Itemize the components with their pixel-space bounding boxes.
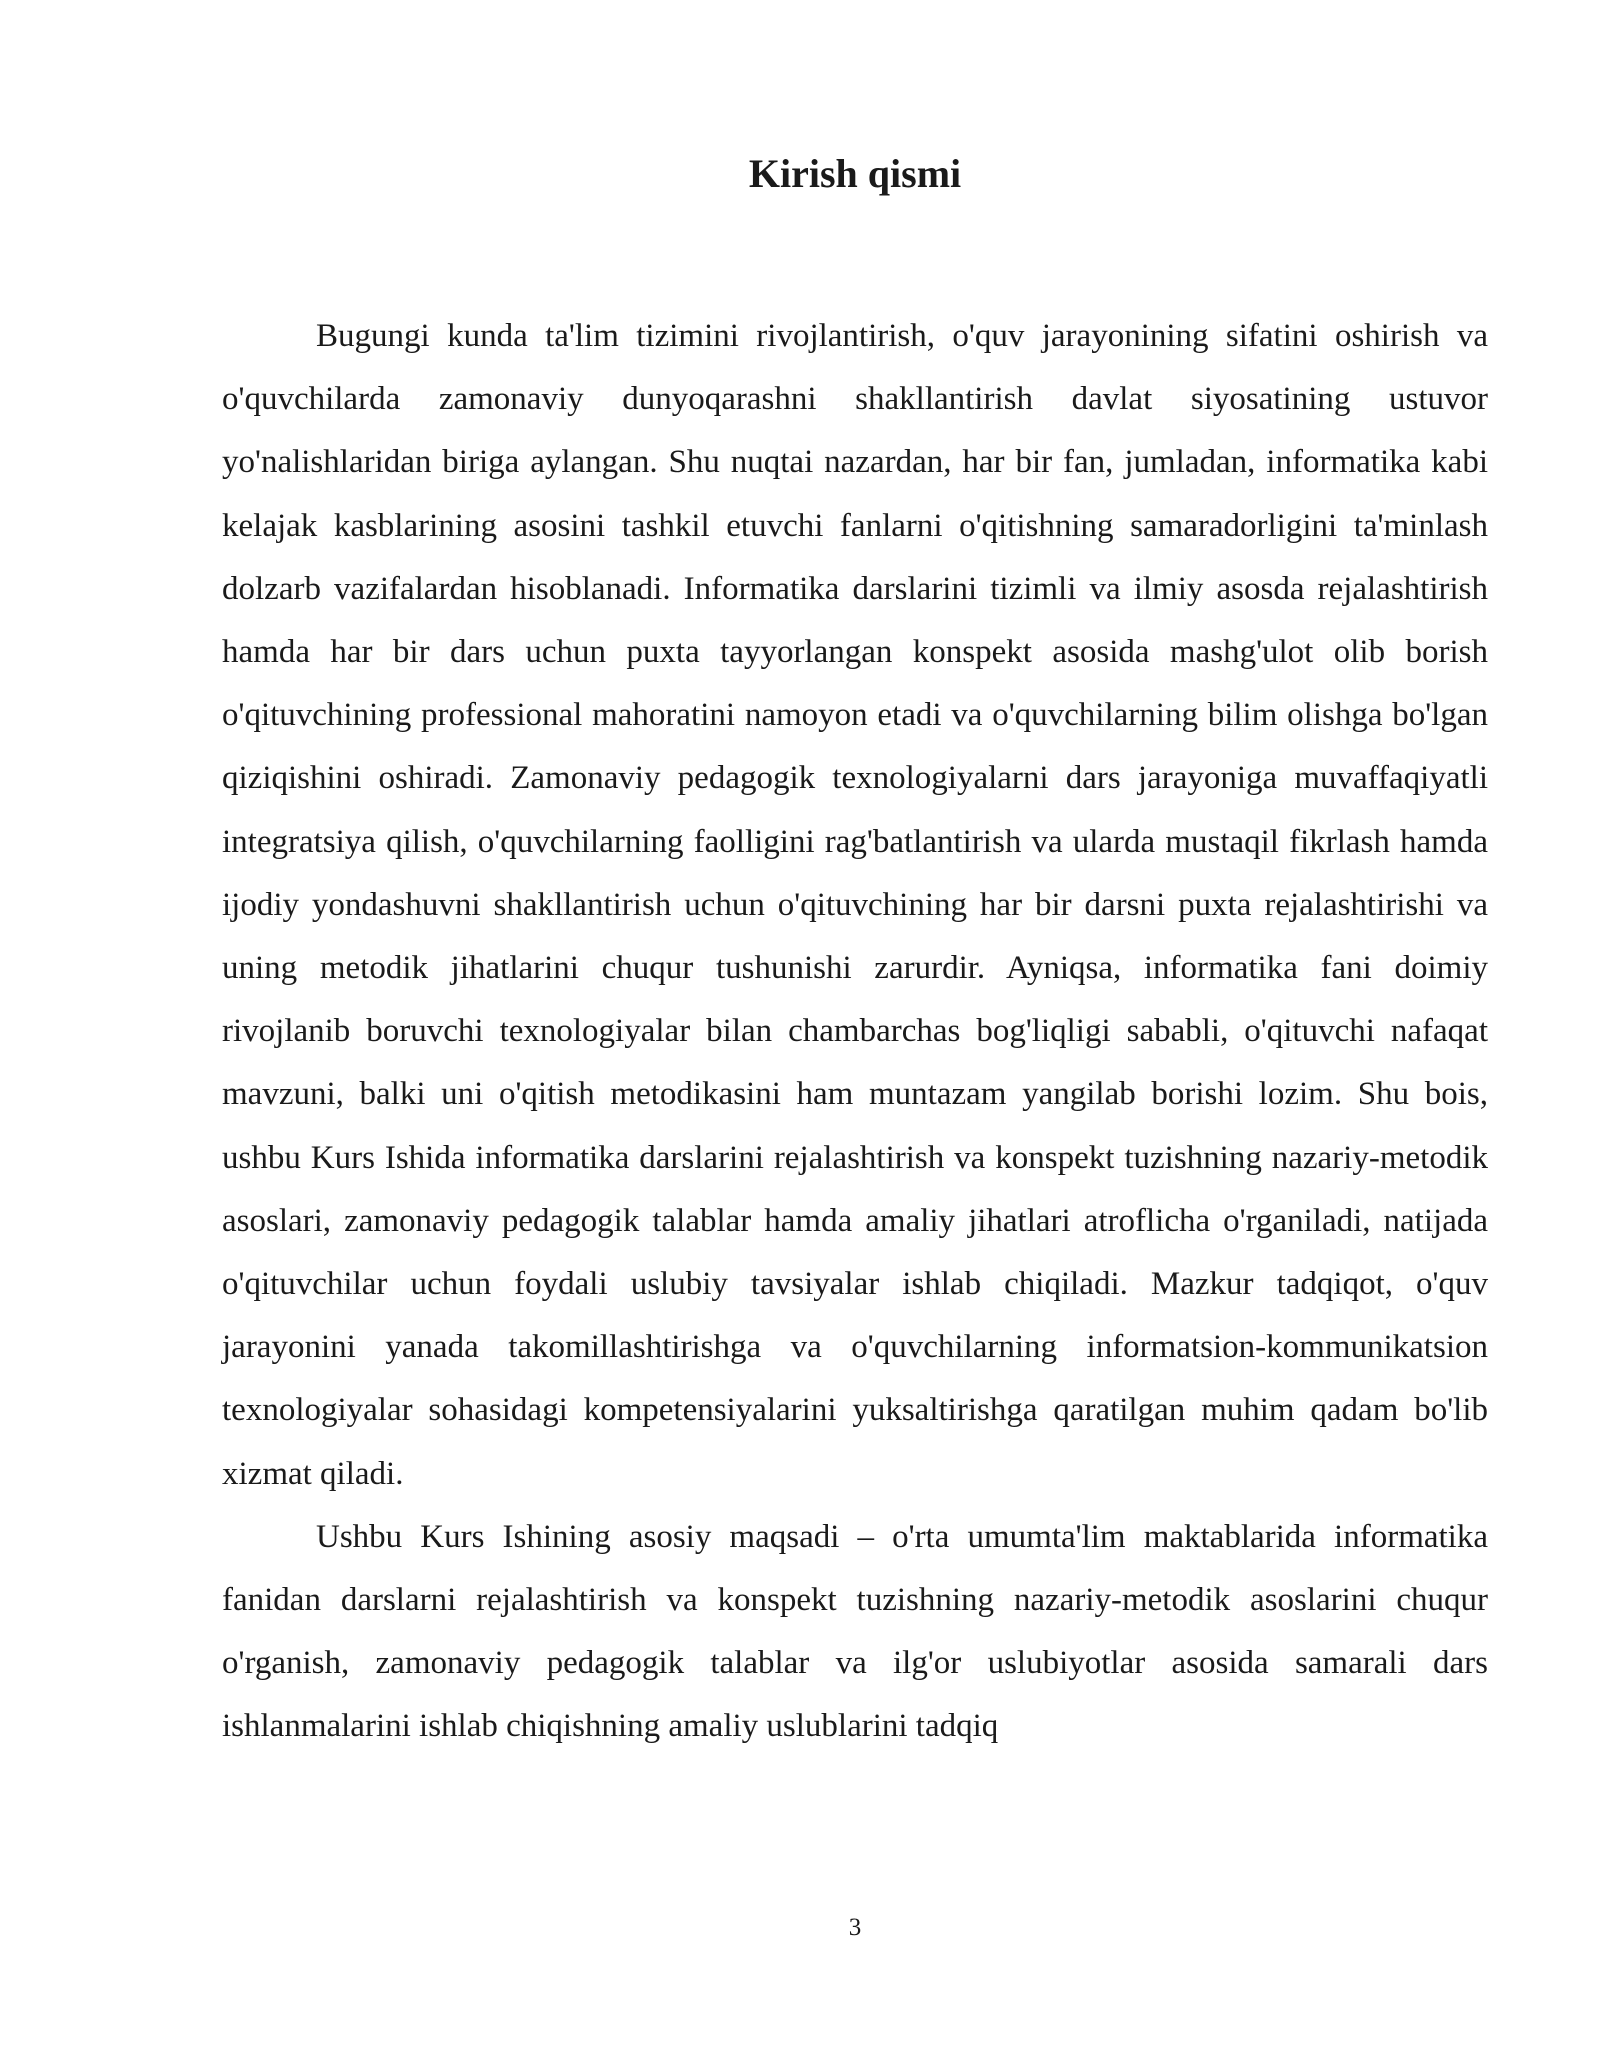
paragraph-intro: Bugungi kunda ta'lim tizimini rivojlantirish, o'quv jarayonining sifatini oshirish va o'quvchilarda zamonaviy dunyoqarashni shakllantirish davlat siyosatining ustuvor yo'nalishlaridan biriga aylangan. Shu nuqtai nazardan, har bir fan, jumladan, informatika kabi kelajak kasblarining asosini tashkil etuvchi fanlarni o'qitishning samaradorligini ta'minlash dolzarb vazifalardan hisoblanadi. Informatika darslarini tizimli va ilmiy asosda rejalashtirish hamda har bir dars uchun puxta tayyorlangan konspekt asosida mashg'ulot olib borish o'qituvchining professional mahoratini namoyon etadi va o'quvchilarning bilim olishga bo'lgan qiziqishini oshiradi. Zamonaviy pedagogik texnologiyalarni dars jarayoniga muvaffaqiyatli integratsiya qilish, o'quvchilarning faolligini rag'batlantirish va ularda mustaqil fikrlash hamda ijodiy yondashuvni shakllantirish uchun o'qituvchining har bir darsni puxta rejalashtirishi va uning metodik jihatlarini chuqur tushunishi zarurdir. Ayniqsa, informatika fani doimiy rivojlanib boruvchi texnologiyalar bilan chambarchas bog'liqligi sababli, o'qituvchi nafaqat mavzuni, balki uni o'qitish metodikasini ham muntazam yangilab borishi lozim. Shu bois, ushbu Kurs Ishida informatika darslarini rejalashtirish va konspekt tuzishning nazariy-metodik asoslari, zamonaviy pedagogik talablar hamda amaliy jihatlari atroflicha o'rganiladi, natijada o'qituvchilar uchun foydali uslubiy tavsiyalar ishlab chiqiladi. Mazkur tadqiqot, o'quv jarayonini yanada takomillashtirishga va o'quvchilarning informatsion-kommunikatsion texnologiyalar sohasidagi kompetensiyalarini yuksaltirishga qaratilgan muhim qadam bo'lib xizmat qiladi. [222, 318, 1488, 1492]
body-text [222, 305, 1488, 1759]
paragraph-goal: Ushbu Kurs Ishining asosiy maqsadi – o'rta umumta'lim maktablarida informatika fanidan darslarni rejalashtirish va konspekt tuzishning nazariy-metodik asoslarini chuqur o'rganish, zamonaviy pedagogik talablar va ilg'or uslubiyotlar asosida samarali dars ishlanmalarini ishlab chiqishning amaliy uslublarini tadqiq [222, 1518, 1488, 1745]
page-number: 3 [848, 1914, 862, 1941]
page-title: Kirish qismi [748, 151, 962, 196]
